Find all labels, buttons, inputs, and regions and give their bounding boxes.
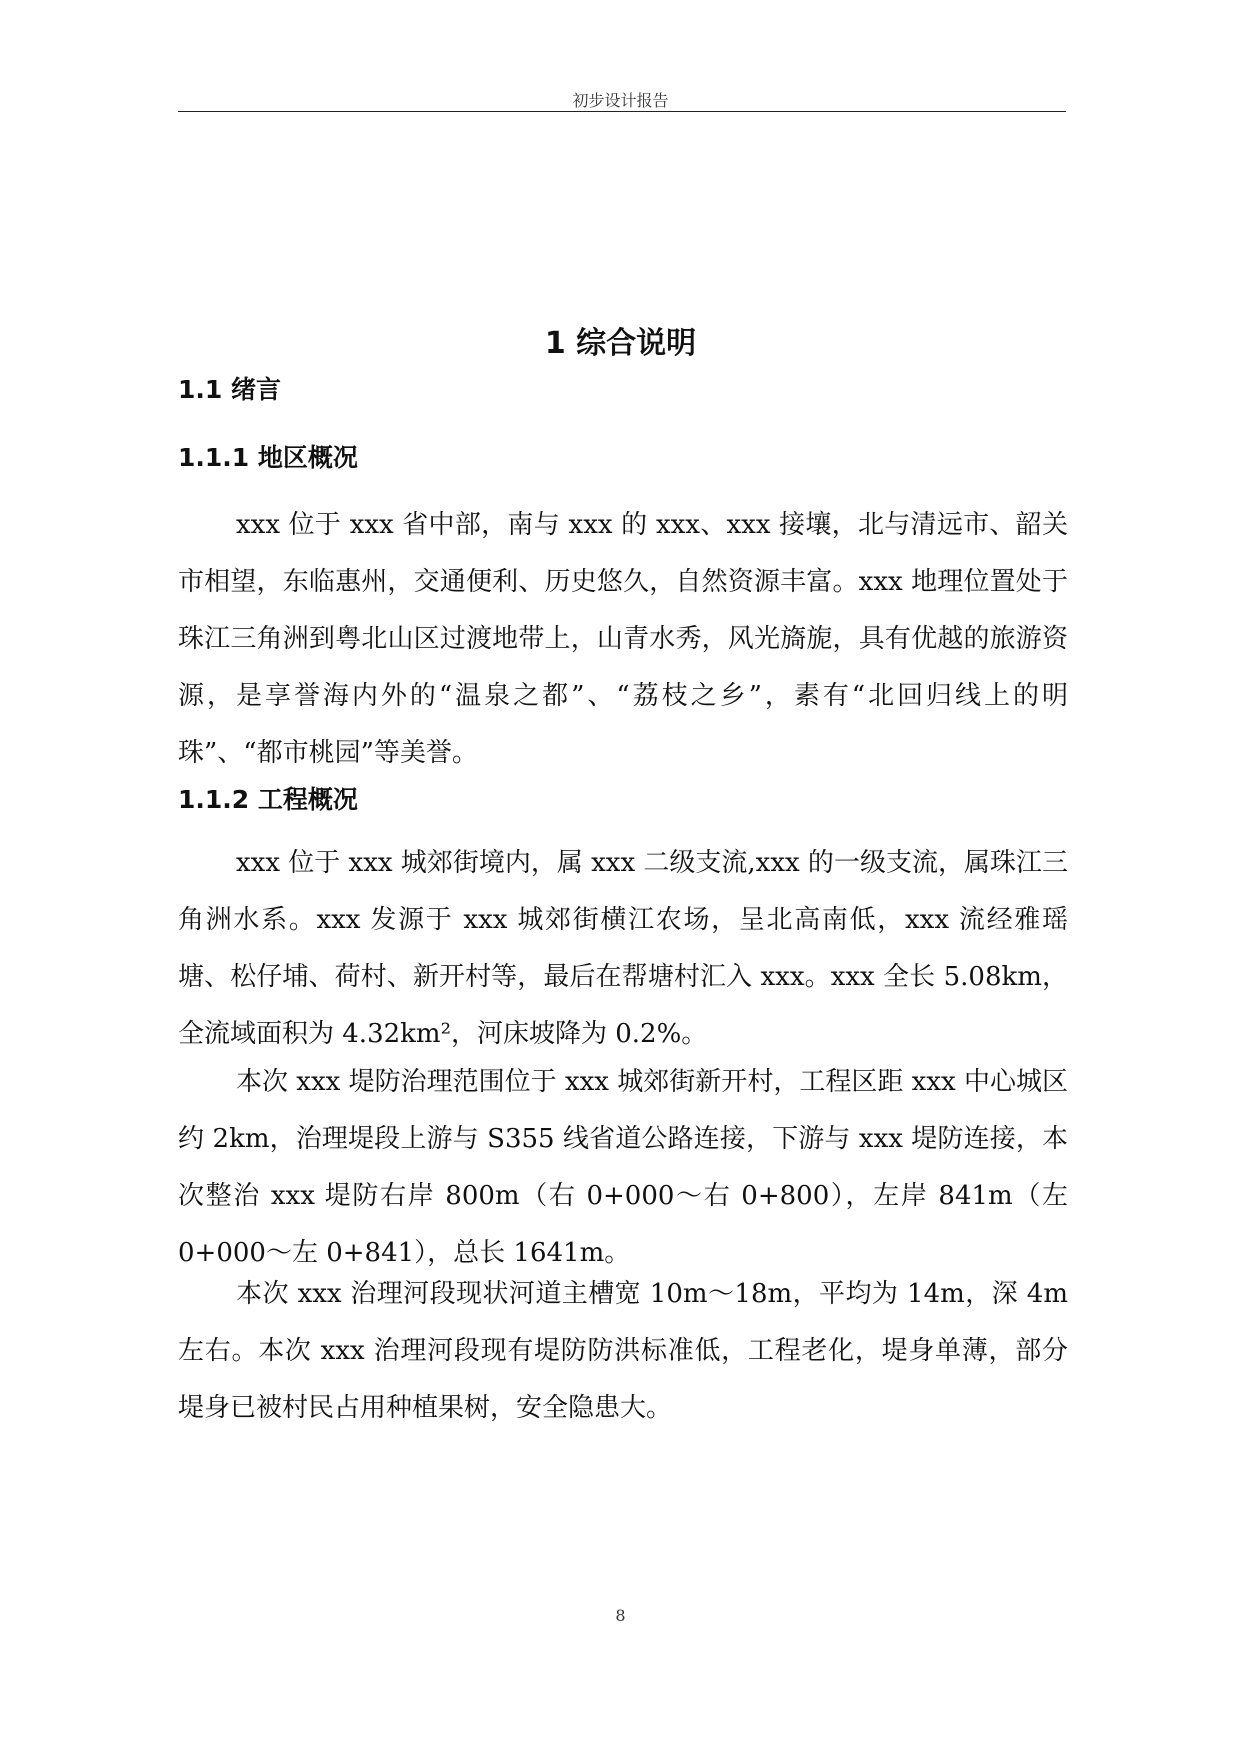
running-header: 初步设计报告 (572, 91, 669, 110)
paragraph-region-overview: xxx 位于 xxx 省中部，南与 xxx 的 xxx、xxx 接壤，北与清远市、韶关市相望，东临惠州，交通便利、历史悠久，自然资源丰富。xxx 地理位置处于珠江三角洲到粤北山区过渡地带上，山青水秀，风光旖旎，具有优越的旅游资源，是享誉海内外的“温泉之都”、“荔枝之乡”，素有“北回归线上的明珠”、“都市桃园”等美誉。 (178, 510, 1068, 768)
chapter-title: 1 综合说明 (544, 326, 697, 361)
paragraph-project-overview-1: xxx 位于 xxx 城郊街境内，属 xxx 二级支流,xxx 的一级支流，属珠江三角洲水系。xxx 发源于 xxx 城郊街横江农场，呈北高南低，xxx 流经雅瑶塘、松仔埔、荷村、新开村等，最后在帮塘村汇入 xxx。xxx 全长 5.08km，全流域面积为 4.32km²，河床坡降为 0.2%。 (178, 848, 1068, 1049)
section-heading-1-1: 1.1 绪言 (178, 375, 281, 404)
page-number: 8 (615, 1606, 626, 1625)
section-heading-1-1-1: 1.1.1 地区概况 (178, 443, 358, 472)
paragraph-project-overview-2: 本次 xxx 堤防治理范围位于 xxx 城郊街新开村，工程区距 xxx 中心城区约 2km，治理堤段上游与 S355 线省道公路连接，下游与 xxx 堤防连接，本次整治 xxx 堤防右岸 800m（右 0+000～右 0+800），左岸 841m（左 0+000～左 0+841），总长 1641m。 (178, 1067, 1068, 1268)
paragraph-project-overview-3: 本次 xxx 治理河段现状河道主槽宽 10m～18m，平均为 14m，深 4m 左右。本次 xxx 治理河段现有堤防防洪标准低，工程老化，堤身单薄，部分堤身已被村民占用种植果树，安全隐患大。 (178, 1279, 1068, 1423)
header-rule (178, 111, 1066, 112)
section-heading-1-1-2: 1.1.2 工程概况 (178, 785, 358, 814)
